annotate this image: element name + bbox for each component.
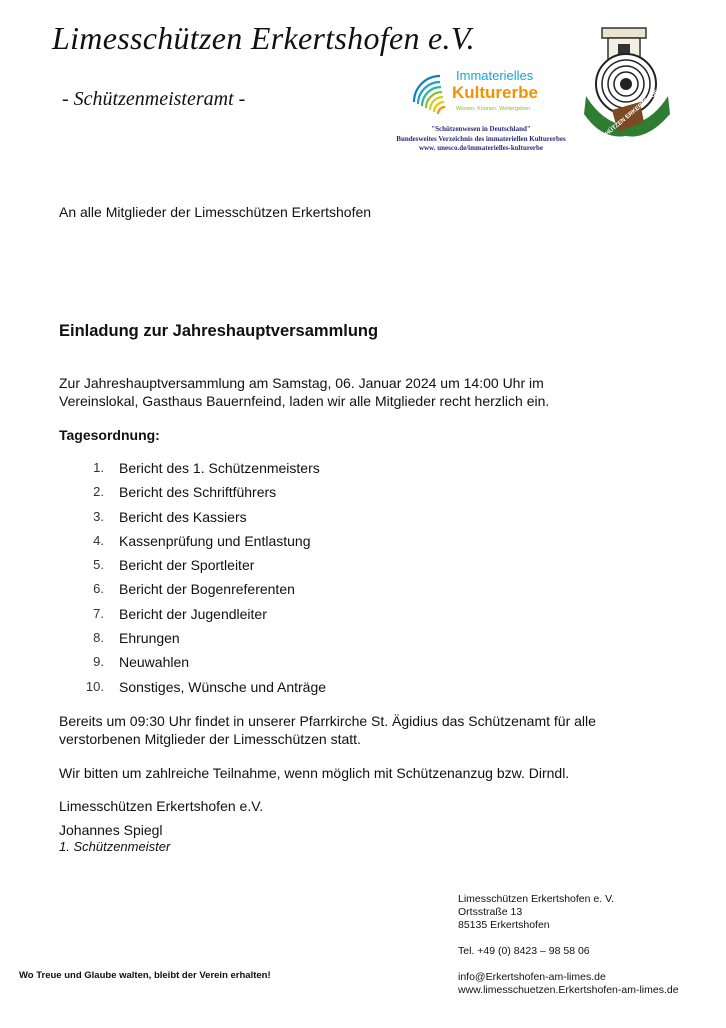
club-crest-logo	[582, 22, 672, 140]
footer-phone: Tel. +49 (0) 8423 – 98 58 06	[458, 945, 590, 957]
agenda-item-number: 10.	[85, 678, 104, 694]
signature-name: Johannes Spiegl	[59, 822, 163, 838]
signature-role: 1. Schützenmeister	[59, 839, 171, 854]
church-service-paragraph: Bereits um 09:30 Uhr findet in unserer Pfarrkirche St. Ägidius das Schützenamt für alle verstorbenen Mitglieder der Limesschützen statt.	[59, 713, 596, 747]
agenda-item-text: Bericht des 1. Schützenmeisters	[119, 460, 320, 476]
agenda-item-text: Bericht der Jugendleiter	[119, 605, 267, 622]
ik-logo-tagline: Wissen. Können. Weitergeben.	[456, 106, 532, 112]
agenda-item	[59, 482, 326, 506]
footer-street: Ortsstraße 13	[458, 906, 523, 918]
agenda-item-text: Ehrungen	[119, 630, 180, 647]
club-title: Limesschützen Erkertshofen e.V.	[52, 20, 475, 56]
footer-org: Limesschützen Erkertshofen e. V.	[458, 893, 615, 905]
agenda-item-text: Bericht des Schriftführers	[119, 484, 277, 501]
greeting: An alle Mitglieder der Limesschützen Erkertshofen	[59, 204, 372, 220]
attendance-request: Wir bitten um zahlreiche Teilnahme, wenn möglich mit Schützenanzug bzw. Dirndl.	[59, 765, 570, 781]
agenda-item	[59, 458, 326, 482]
agenda-item-number: 3.	[93, 508, 104, 524]
signature-club: Limesschützen Erkertshofen e.V.	[59, 798, 264, 814]
agenda-item	[59, 531, 326, 555]
footer-email[interactable]: info@Erkertshofen-am-limes.de	[458, 971, 606, 983]
agenda-item	[59, 652, 326, 676]
agenda-item-number: 1.	[93, 460, 104, 475]
footer-website[interactable]: www.limesschuetzen.Erkertshofen-am-limes.de	[458, 984, 679, 996]
agenda-item-number: 7.	[93, 605, 104, 621]
agenda-item	[59, 579, 326, 603]
agenda-item-number: 2.	[93, 484, 104, 500]
agenda-item-text: Bericht der Sportleiter	[119, 557, 255, 574]
immaterielles-kulturerbe-logo	[410, 58, 540, 120]
agenda-item	[59, 628, 326, 652]
ik-logo-line2: Kulturerbe	[452, 83, 538, 102]
agenda-item-number: 8.	[93, 630, 104, 646]
crest-text: ERKERTSHOFEN	[624, 84, 667, 121]
ik-caption-line2: Bundesweites Verzeichnis des immateriellen Kulturerbes	[396, 134, 566, 143]
ik-logo-line1: Immaterielles	[456, 68, 534, 83]
footer-motto: Wo Treue und Glaube walten, bleibt der Verein erhalten!	[19, 970, 271, 981]
agenda-item-text: Bericht des Kassiers	[119, 508, 247, 525]
intro-paragraph: Zur Jahreshauptversammlung am Samstag, 06. Januar 2024 um 14:00 Uhr im Vereinslokal, Gasthaus Bauernfeind, laden wir alle Mitglieder recht herzlich ein.	[59, 375, 550, 409]
agenda-item-number: 5.	[93, 557, 104, 573]
footer-city: 85135 Erkertshofen	[458, 919, 550, 931]
agenda-heading: Tagesordnung:	[59, 427, 160, 443]
agenda-item	[59, 507, 326, 531]
ik-caption	[386, 125, 576, 154]
agenda-item-number: 4.	[93, 532, 104, 548]
agenda-item-number: 6.	[93, 581, 104, 597]
agenda-list	[59, 458, 326, 701]
agenda-item	[59, 604, 326, 628]
ik-caption-line3: www. unesco.de/immaterielles-kulturerbe	[418, 144, 544, 152]
office-subtitle: - Schützenmeisteramt -	[62, 88, 246, 110]
agenda-item	[59, 677, 326, 701]
agenda-item-text: Sonstiges, Wünsche und Anträge	[119, 678, 327, 695]
letter-heading: Einladung zur Jahreshauptversammlung	[59, 322, 379, 340]
agenda-item	[59, 555, 326, 579]
agenda-item-text: Neuwahlen	[119, 654, 190, 671]
agenda-item-number: 9.	[93, 654, 104, 670]
footer-address	[458, 893, 679, 997]
agenda-item-text: Kassenprüfung und Entlastung	[119, 532, 311, 549]
ik-caption-line1: "Schützenwesen in Deutschland"	[431, 125, 531, 133]
agenda-item-text: Bericht der Bogenreferenten	[119, 581, 295, 598]
